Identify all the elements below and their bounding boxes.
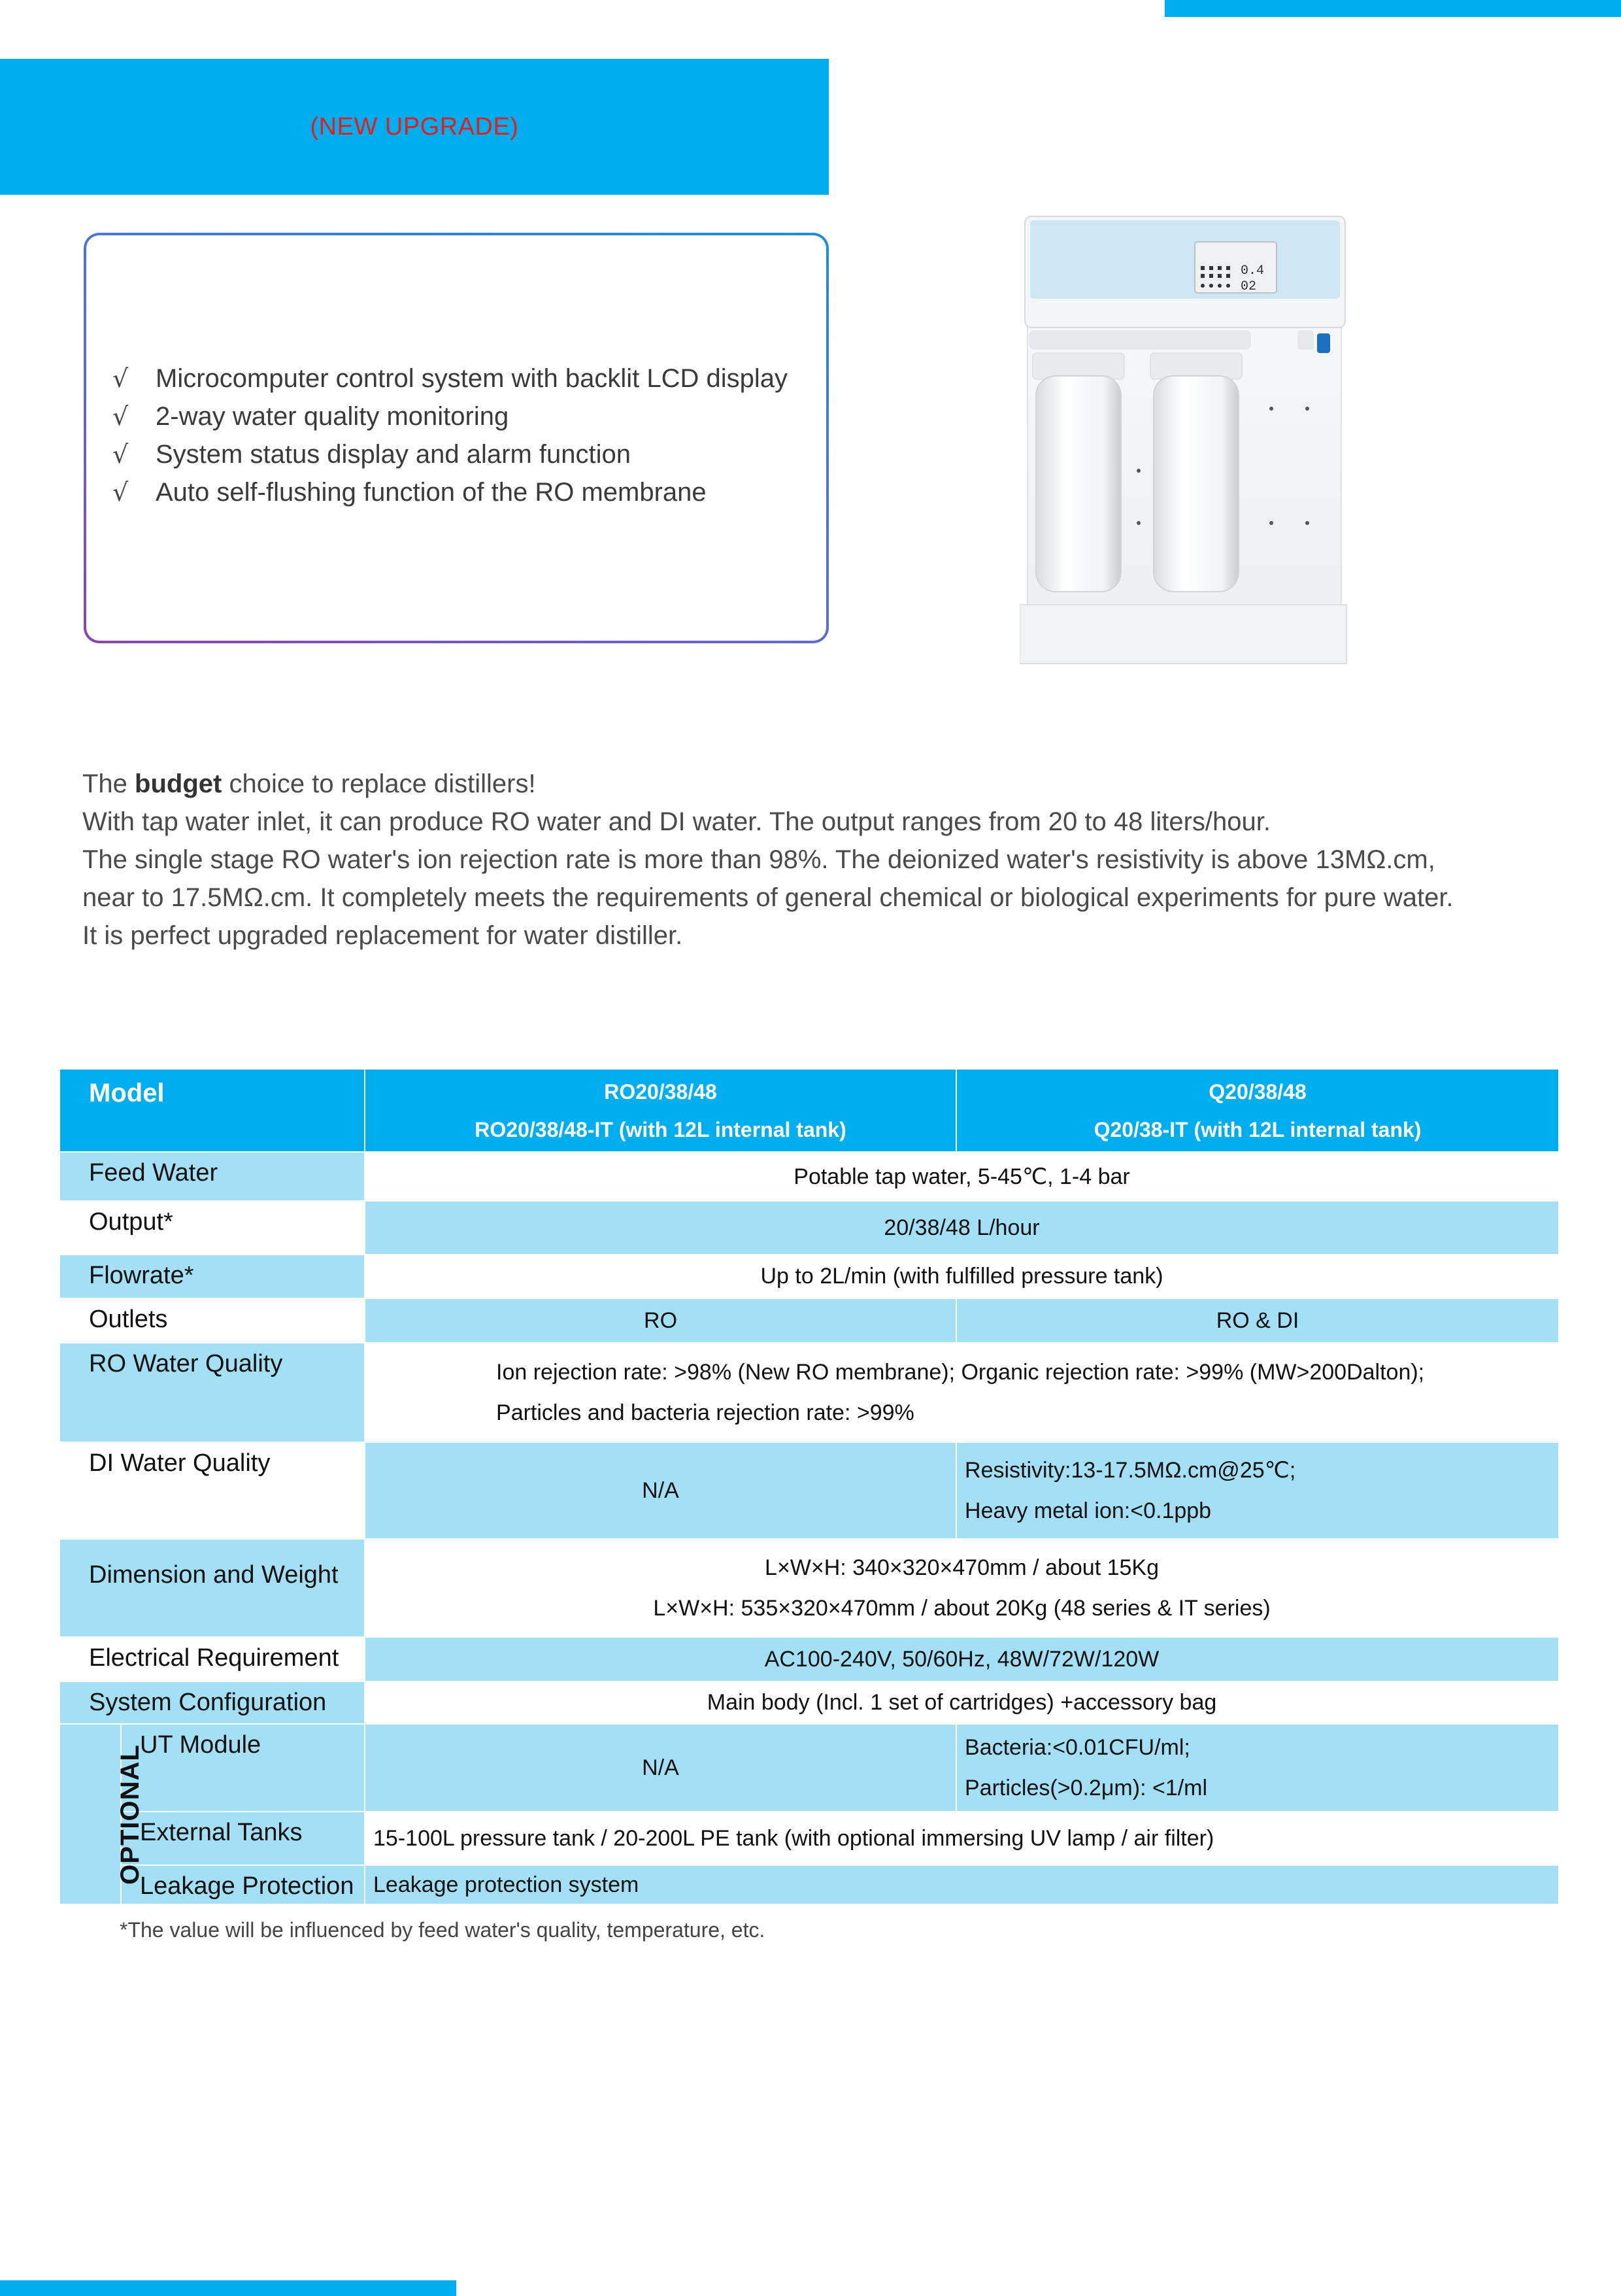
list-item: √ System status display and alarm function	[112, 435, 788, 473]
table-row	[59, 1442, 1559, 1539]
check-icon: √	[112, 364, 129, 393]
upgrade-badge: (NEW UPGRADE)	[310, 112, 519, 141]
table-row	[59, 1681, 1559, 1724]
table-row	[59, 1298, 1559, 1343]
intro-text	[82, 765, 1546, 954]
dimension-value: L×W×H: 340×320×470mm / about 15Kg L×W×H: 535×320×470mm / about 20Kg (48 series & IT series)	[365, 1539, 1559, 1637]
optional-label: OPTIONAL	[59, 1724, 121, 1904]
row-label: Electrical Requirement	[59, 1637, 365, 1681]
intro-line: It is perfect upgraded replacement for water distiller.	[82, 921, 683, 950]
table-row	[59, 1152, 1559, 1201]
config-value: Main body (Incl. 1 set of cartridges) +accessory bag	[365, 1681, 1559, 1724]
table-row	[59, 1201, 1559, 1255]
bottom-accent-bar	[0, 2280, 456, 2296]
feature-box	[84, 233, 829, 643]
lcd-value-2: 02	[1241, 279, 1257, 294]
list-item: √ Microcomputer control system with backlit LCD display	[112, 360, 788, 397]
row-label: DI Water Quality	[59, 1442, 365, 1539]
di-quality-ro: N/A	[365, 1442, 956, 1539]
footnote: *The value will be influenced by feed water's quality, temperature, etc.	[120, 1918, 765, 1942]
row-label: Output*	[59, 1201, 365, 1255]
intro-line: The budget choice to replace distillers!	[82, 769, 536, 798]
electrical-value: AC100-240V, 50/60Hz, 48W/72W/120W	[365, 1637, 1559, 1681]
intro-line: With tap water inlet, it can produce RO water and DI water. The output ranges from 20 to 48 liters/hour.	[82, 807, 1271, 836]
row-label: Outlets	[59, 1298, 365, 1343]
top-accent-bar	[1165, 0, 1621, 17]
list-item: √ Auto self-flushing function of the RO membrane	[112, 473, 788, 511]
ut-module-q: Bacteria:<0.01CFU/ml; Particles(>0.2μm): <1/ml	[956, 1724, 1559, 1812]
product-image	[1020, 212, 1350, 667]
row-label: Feed Water	[59, 1152, 365, 1201]
intro-line: near to 17.5MΩ.cm. It completely meets the requirements of general chemical or biological experiments for pure water.	[82, 883, 1454, 912]
row-label: Flowrate*	[59, 1255, 365, 1298]
di-quality-q: Resistivity:13-17.5MΩ.cm@25℃; Heavy metal ion:<0.1ppb	[956, 1442, 1559, 1539]
flowrate-value: Up to 2L/min (with fulfilled pressure tank)	[365, 1255, 1559, 1298]
check-icon: √	[112, 478, 129, 507]
table-row	[59, 1539, 1559, 1637]
ut-module-ro: N/A	[365, 1724, 956, 1812]
table-row	[59, 1343, 1559, 1442]
outlets-ro: RO	[365, 1298, 956, 1343]
row-label: External Tanks	[121, 1812, 365, 1865]
lcd-value-1: 0.4	[1241, 263, 1265, 279]
output-value: 20/38/48 L/hour	[365, 1201, 1559, 1255]
leakage-value: Leakage protection system	[365, 1865, 1559, 1904]
ro-model-header: RO20/38/48 RO20/38/48-IT (with 12L internal tank)	[365, 1069, 956, 1152]
row-label: UT Module	[121, 1724, 365, 1812]
header-band	[0, 59, 829, 195]
outlets-q: RO & DI	[956, 1298, 1559, 1343]
table-row	[59, 1255, 1559, 1298]
table-row	[59, 1637, 1559, 1681]
ro-quality-value: Ion rejection rate: >98% (New RO membrane); Organic rejection rate: >99% (MW>200Dalton); Particles and bacteria rejection rate: >99%	[365, 1343, 1559, 1442]
table-row	[59, 1724, 1559, 1812]
check-icon: √	[112, 440, 129, 469]
model-header: Model	[59, 1069, 365, 1152]
row-label: Leakage Protection	[121, 1865, 365, 1904]
check-icon: √	[112, 402, 129, 431]
table-row	[59, 1812, 1559, 1865]
spec-table	[59, 1068, 1560, 1905]
q-model-header: Q20/38/48 Q20/38-IT (with 12L internal tank)	[956, 1069, 1559, 1152]
external-tanks-value: 15-100L pressure tank / 20-200L PE tank (with optional immersing UV lamp / air filter)	[365, 1812, 1559, 1865]
feature-list	[112, 360, 788, 511]
intro-line: The single stage RO water's ion rejection rate is more than 98%. The deionized water's resistivity is above 13MΩ.cm,	[82, 845, 1435, 874]
table-row	[59, 1069, 1559, 1152]
table-row	[59, 1865, 1559, 1904]
row-label: RO Water Quality	[59, 1343, 365, 1442]
row-label: Dimension and Weight	[59, 1539, 365, 1637]
feed-water-value: Potable tap water, 5-45℃, 1-4 bar	[365, 1152, 1559, 1201]
list-item: √ 2-way water quality monitoring	[112, 397, 788, 435]
row-label: System Configuration	[59, 1681, 365, 1724]
